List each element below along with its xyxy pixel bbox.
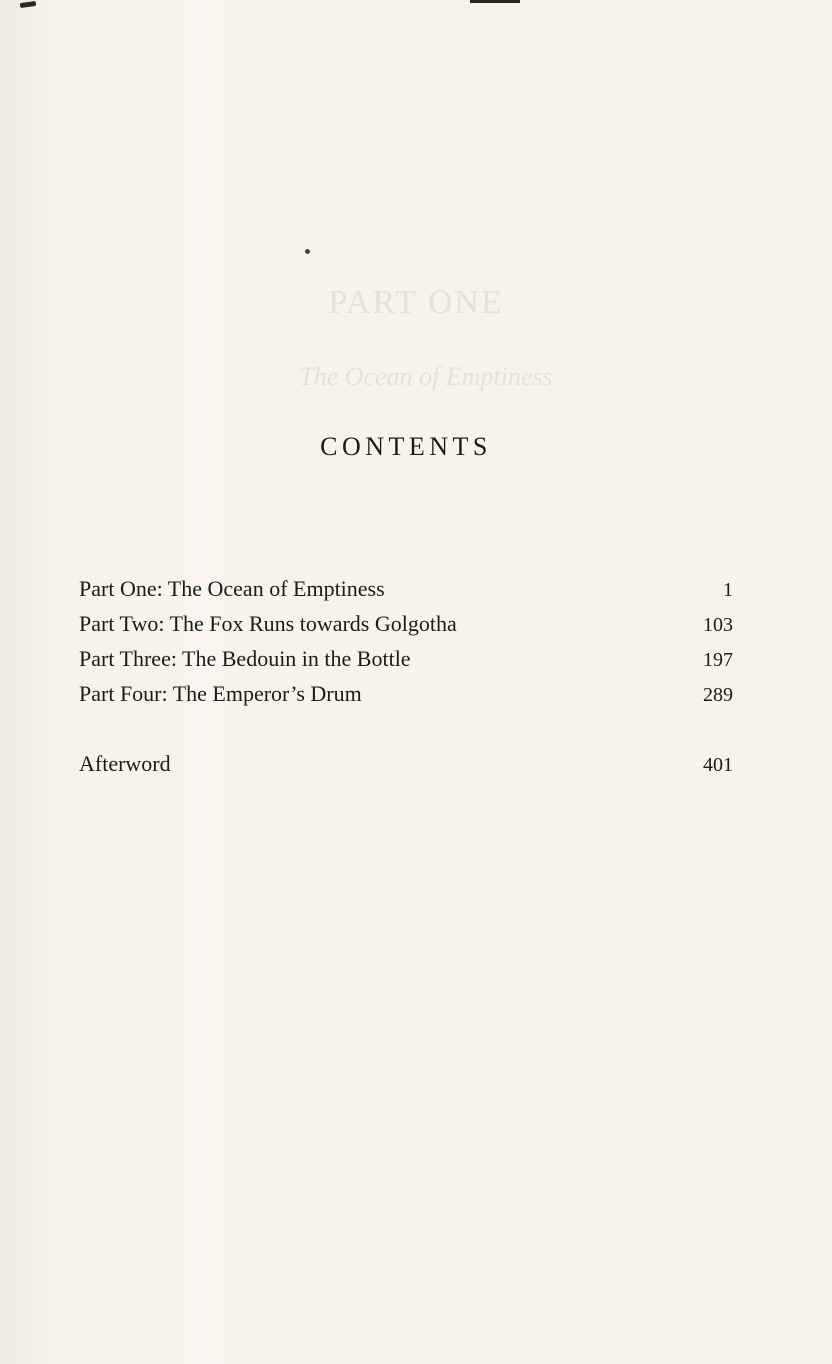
toc-entry-page: 103 <box>703 614 733 636</box>
page-title: CONTENTS <box>320 432 492 461</box>
toc-entry-page: 1 <box>723 579 733 601</box>
toc-entry-title: Part Four: The Emperor’s Drum <box>79 681 362 706</box>
toc-entry <box>79 609 733 644</box>
toc-entry-title: Afterword <box>79 751 171 776</box>
show-through-heading: PART ONE <box>328 284 504 321</box>
ink-mark <box>20 1 37 8</box>
toc-entry-title: Part Two: The Fox Runs towards Golgotha <box>79 611 457 636</box>
ink-speck <box>305 249 310 254</box>
ink-mark <box>470 0 520 3</box>
toc-entry-page: 197 <box>703 649 733 671</box>
toc-entry-page: 289 <box>703 684 733 706</box>
toc-entry <box>79 749 733 784</box>
toc-entry-page: 401 <box>703 754 733 776</box>
toc-entry <box>79 679 733 714</box>
toc-entry-title: Part Three: The Bedouin in the Bottle <box>79 646 411 671</box>
show-through-subheading: The Ocean of Emptiness <box>299 362 553 391</box>
toc-entry <box>79 574 733 609</box>
toc-entry <box>79 644 733 679</box>
table-of-contents <box>79 574 733 784</box>
toc-entry-title: Part One: The Ocean of Emptiness <box>79 576 385 601</box>
